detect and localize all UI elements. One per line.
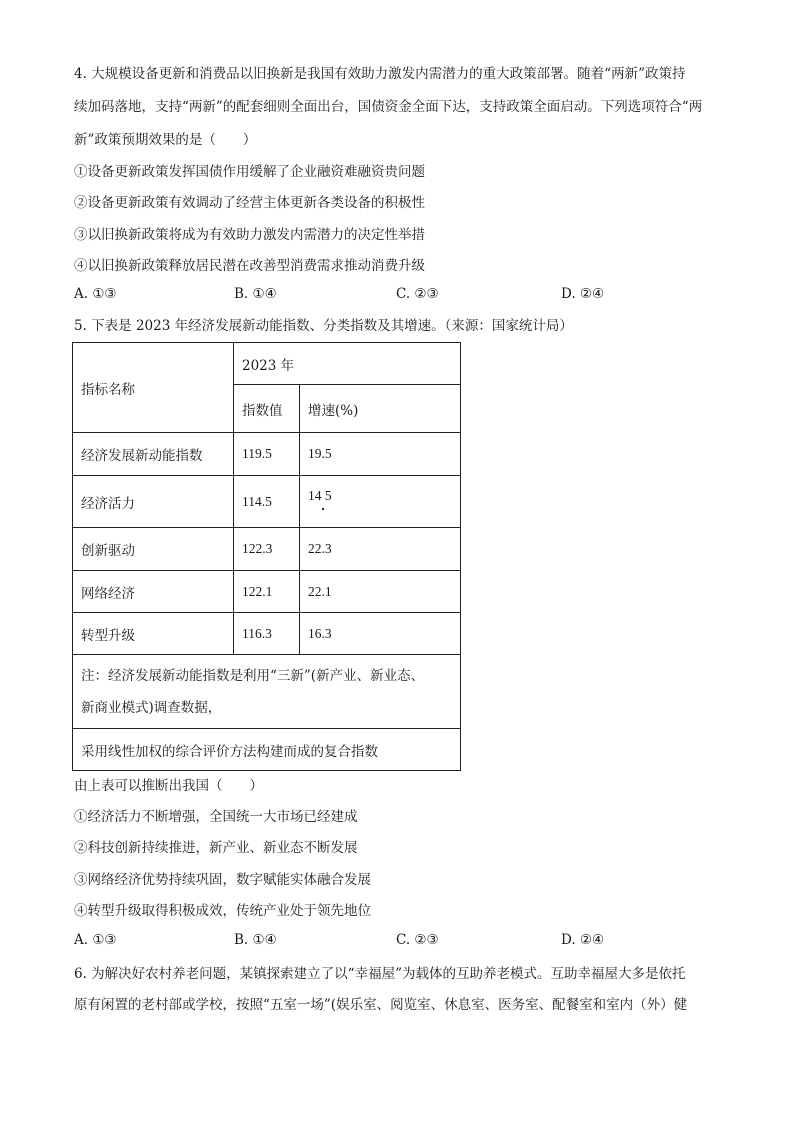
row-index: 122.1 — [234, 571, 300, 613]
q4-statement-3: ③以旧换新政策将成为有效助力激发内需潜力的决定性举措 — [74, 227, 425, 243]
row-index: 119.5 — [234, 433, 300, 476]
row-index: 116.3 — [234, 613, 300, 655]
table-note-row-2: 采用线性加权的综合评价方法构建而成的复合指数 — [73, 729, 461, 771]
q4-statement-4: ④以旧换新政策释放居民潜在改善型消费需求推动消费升级 — [74, 258, 425, 274]
q4-stem-line-2: 续加码落地，支持“两新”的配套细则全面出台，国债资金全面下达，支持政策全面启动。下列选项符合“两 — [74, 99, 703, 115]
row-index: 114.5 — [234, 476, 300, 528]
q5-statement-1: ①经济活力不断增强，全国统一大市场已经建成 — [74, 809, 358, 825]
row-growth: 19.5 — [300, 433, 461, 476]
q4-option-b: B. ①④ — [234, 286, 277, 302]
q5-lead: 由上表可以推断出我国（ ） — [74, 778, 263, 794]
q4-statement-2: ②设备更新政策有效调动了经营主体更新各类设备的积极性 — [74, 195, 425, 211]
q5-stem: 5. 下表是 2023 年经济发展新动能指数、分类指数及其增速。（来源：国家统计局） — [74, 318, 573, 334]
table-row — [73, 476, 461, 528]
header-indicator-name: 指标名称 — [73, 343, 234, 433]
header-year: 2023 年 — [234, 343, 461, 385]
row-name: 转型升级 — [73, 613, 234, 655]
table-note — [73, 655, 461, 729]
q5-statement-2: ②科技创新持续推进，新产业、新业态不断发展 — [74, 840, 358, 856]
q4-stem-line-3: 新”政策预期效果的是（ ） — [74, 132, 257, 148]
q5-option-c: C. ②③ — [396, 932, 439, 948]
q4-option-c: C. ②③ — [396, 286, 439, 302]
scan-dot — [322, 508, 324, 510]
table-row — [73, 528, 461, 571]
row-index: 122.3 — [234, 528, 300, 571]
q4-stem-line-1: 4. 大规模设备更新和消费品以旧换新是我国有效助力激发内需潜力的重大政策部署。随着“两新”政策持 — [74, 66, 686, 82]
table-row — [73, 571, 461, 613]
row-name: 经济活力 — [73, 476, 234, 528]
q4-statement-1: ①设备更新政策发挥国债作用缓解了企业融资难融资贵问题 — [74, 164, 425, 180]
row-growth: 22.1 — [300, 571, 461, 613]
table-note-line-2: 新商业模式)调查数据， — [81, 699, 222, 716]
header-index-value: 指数值 — [234, 385, 300, 433]
economic-index-table — [72, 342, 461, 771]
q5-statement-3: ③网络经济优势持续巩固，数字赋能实体融合发展 — [74, 872, 371, 888]
row-growth: 16.3 — [300, 613, 461, 655]
row-name: 经济发展新动能指数 — [73, 433, 234, 476]
q4-option-d: D. ②④ — [561, 286, 605, 302]
table-note-line-1: 注：经济发展新动能指数是利用“三新”(新产业、新业态、 — [81, 667, 425, 684]
row-name: 网络经济 — [73, 571, 234, 613]
q6-stem-line-2: 原有闲置的老村部或学校，按照“五室一场”(娱乐室、阅览室、休息室、医务室、配餐室和室内（外）健 — [74, 997, 688, 1013]
q6-stem-line-1: 6. 为解决好农村养老问题，某镇探索建立了以“幸福屋”为载体的互助养老模式。互助幸福屋大多是依托 — [74, 966, 686, 982]
row-growth: 14 5 — [300, 476, 461, 528]
table-row — [73, 613, 461, 655]
q5-option-a: A. ①③ — [74, 932, 117, 948]
q5-option-b: B. ①④ — [234, 932, 277, 948]
q5-options — [74, 932, 724, 952]
q4-option-a: A. ①③ — [74, 286, 117, 302]
row-growth: 22.3 — [300, 528, 461, 571]
q5-statement-4: ④转型升级取得积极成效，传统产业处于领先地位 — [74, 903, 371, 919]
q4-options — [74, 286, 724, 306]
q5-option-d: D. ②④ — [561, 932, 605, 948]
table-row — [73, 433, 461, 476]
row-name: 创新驱动 — [73, 528, 234, 571]
header-growth-rate: 增速(%) — [300, 385, 461, 433]
